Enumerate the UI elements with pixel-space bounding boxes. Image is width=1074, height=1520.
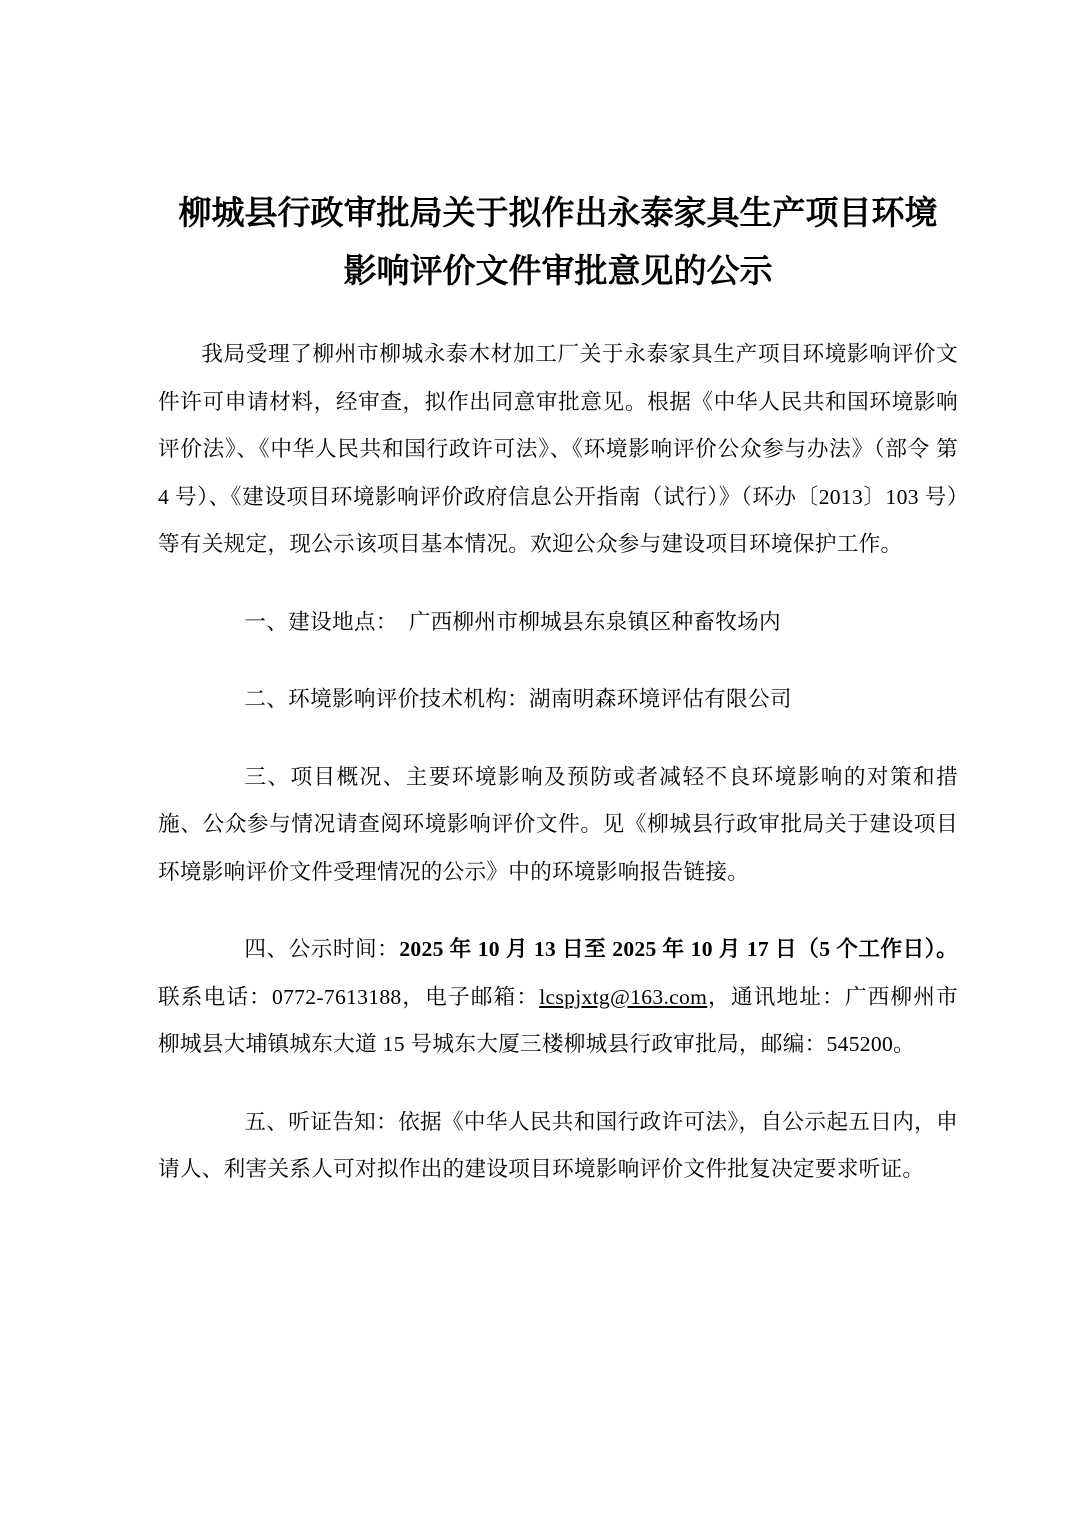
period-dates: 2025 年 10 月 13 日至 2025 年 10 月 17 日（5 个工作日）。 [399,937,958,961]
notice-item-overview: 三、项目概况、主要环境影响及预防或者减轻不良环境影响的对策和措施、公众参与情况请查阅环境影响评价文件。见《柳城县行政审批局关于建设项目环境影响评价文件受理情况的公示》中的环境影响报告链接。 [158,764,958,884]
notice-item-period [158,926,958,1069]
page-title-line-1: 柳城县行政审批局关于拟作出永泰家具生产项目环境 [178,196,938,232]
page-title [158,185,958,301]
page-title-line-2: 影响评价文件审批意见的公示 [343,254,773,290]
period-label: 四、公示时间： [244,937,400,961]
notice-item-location: 一、建设地点： 广西柳州市柳城县东泉镇区种畜牧场内 [244,609,781,634]
contact-text-before-email: 联系电话：0772-7613188，电子邮箱： [158,984,540,1009]
contact-text-after-email: ，通讯地址：广西柳州市柳城县大埔镇城东大道 15 号城东大厦三楼柳城县行政审批局，邮编：545200。 [158,984,958,1056]
notice-item-agency: 二、环境影响评价技术机构：湖南明森环境评估有限公司 [244,687,792,711]
notice-item-hearing: 五、听证告知：依据《中华人民共和国行政许可法》，自公示起五日内，申请人、利害关系人可对拟作出的建设项目环境影响评价文件批复决定要求听证。 [158,1109,958,1181]
intro-paragraph: 我局受理了柳州市柳城永泰木材加工厂关于永泰家具生产项目环境影响评价文件许可申请材料，经审查，拟作出同意审批意见。根据《中华人民共和国环境影响评价法》、《中华人民共和国行政许可法》、《环境影响评价公众参与办法》（部令 第 4 号）、《建设项目环境影响评价政府信息公开指南（试行）》（环办〔2013〕103 号）等有关规定，现公示该项目基本情况。欢迎公众参与建设项目环境保护工作。 [158,342,958,556]
email-link[interactable]: lcspjxtg@163.com [539,984,708,1009]
